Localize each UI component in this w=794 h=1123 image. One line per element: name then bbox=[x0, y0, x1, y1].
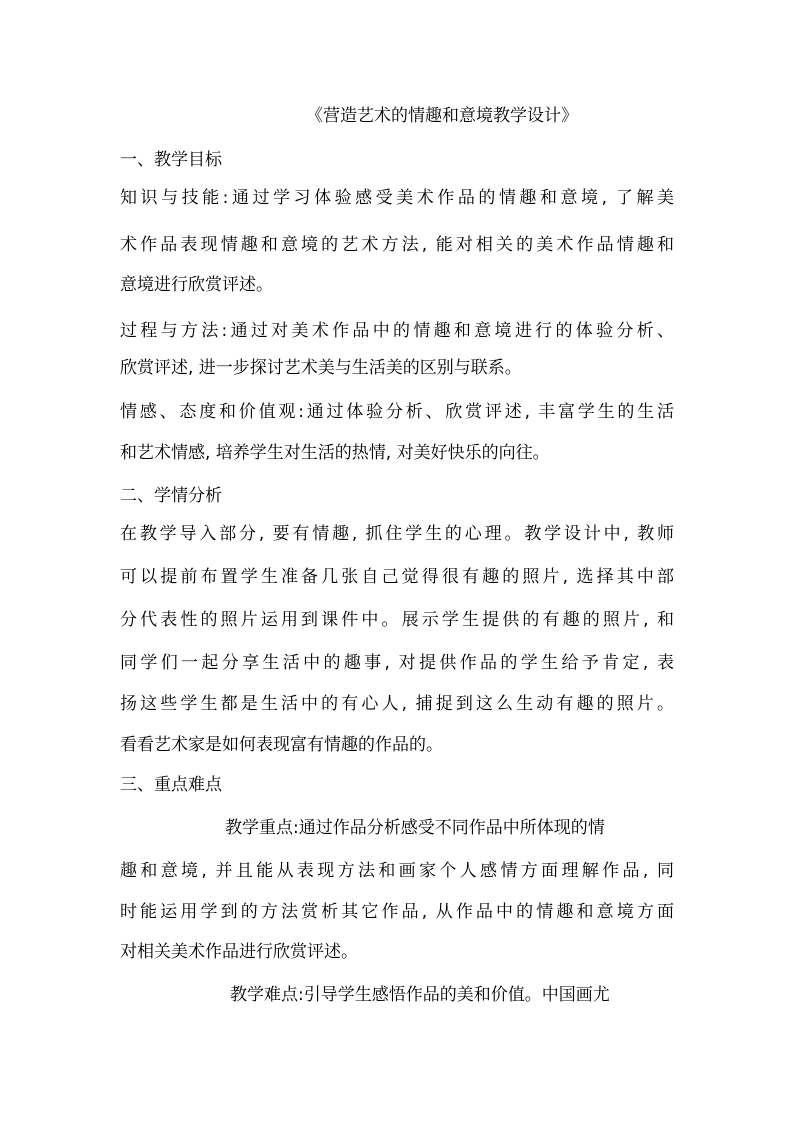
heading-teaching-objectives: 一、教学目标 bbox=[120, 150, 222, 170]
paragraph-line-indented: 教学难点:引导学生感悟作品的美和价值。中国画尤 bbox=[230, 985, 610, 1005]
paragraph-line: 看看艺术家是如何表现富有情趣的作品的。 bbox=[120, 735, 443, 755]
paragraph-line: 情感、态度和价值观:通过体验分析、欣赏评述, 丰富学生的生活 bbox=[120, 402, 674, 422]
paragraph-line: 术作品表现情趣和意境的艺术方法, 能对相关的美术作品情趣和 bbox=[120, 235, 674, 255]
paragraph-line: 对相关美术作品进行欣赏评述。 bbox=[120, 942, 358, 962]
paragraph-line-indented: 教学重点:通过作品分析感受不同作品中所体现的情 bbox=[225, 818, 605, 838]
paragraph-line: 趣和意境, 并且能从表现方法和画家个人感情方面理解作品, 同 bbox=[120, 861, 674, 881]
paragraph-line: 在教学导入部分, 要有情趣, 抓住学生的心理。教学设计中, 教师 bbox=[120, 524, 674, 544]
paragraph-line: 同学们一起分享生活中的趣事, 对提供作品的学生给予肯定, 表 bbox=[120, 653, 674, 673]
paragraph-line: 知识与技能:通过学习体验感受美术作品的情趣和意境, 了解美 bbox=[120, 188, 674, 208]
paragraph-line: 分代表性的照片运用到课件中。展示学生提供的有趣的照片, 和 bbox=[120, 610, 674, 630]
paragraph-line: 时能运用学到的方法赏析其它作品, 从作品中的情趣和意境方面 bbox=[120, 902, 674, 922]
paragraph-line: 欣赏评述, 进一步探讨艺术美与生活美的区别与联系。 bbox=[120, 358, 522, 378]
document-title: 《营造艺术的情趣和意境教学设计》 bbox=[306, 106, 578, 126]
heading-key-points: 三、重点难点 bbox=[120, 775, 222, 795]
paragraph-line: 过程与方法:通过对美术作品中的情趣和意境进行的体验分析、 bbox=[120, 321, 674, 341]
heading-learning-analysis: 二、学情分析 bbox=[120, 486, 222, 506]
paragraph-line: 意境进行欣赏评述。 bbox=[120, 275, 273, 295]
paragraph-line: 和艺术情感, 培养学生对生活的热情, 对美好快乐的向往。 bbox=[120, 443, 550, 463]
paragraph-line: 可以提前布置学生准备几张自己觉得很有趣的照片, 选择其中部 bbox=[120, 567, 674, 587]
paragraph-line: 扬这些学生都是生活中的有心人, 捕捉到这么生动有趣的照片。 bbox=[120, 694, 674, 714]
